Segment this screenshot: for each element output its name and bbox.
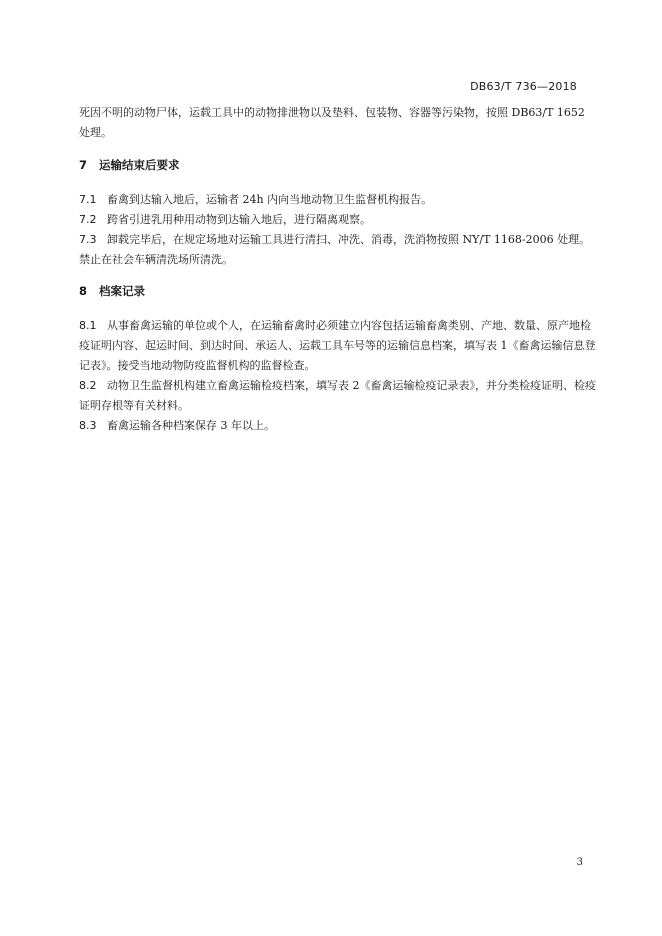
clause-8-3 [79, 416, 599, 436]
clause-number: 7.1 [79, 193, 97, 206]
clause-number: 8.3 [79, 419, 97, 432]
clause-text: 畜禽到达输入地后，运输者 24h 内向当地动物卫生监督机构报告。 [107, 193, 433, 206]
clause-text: 畜禽运输各种档案保存 3 年以上。 [107, 419, 275, 432]
section-7-heading [79, 157, 180, 173]
section-title: 档案记录 [99, 284, 145, 298]
clause-7-1 [79, 190, 599, 210]
clause-number: 8.2 [79, 379, 97, 392]
clause-text: 从事畜禽运输的单位或个人，在运输畜禽时必须建立内容包括运输畜禽类别、产地、数量、原产地检疫证明内容、起运时间、到达时间、承运人、运载工具车号等的运输信息档案，填写表 1《畜禽运输信息登记表》。接受当地动物防疫监督机构的监督检查。 [79, 319, 596, 372]
clause-text: 卸载完毕后，在规定场地对运输工具进行清扫、冲洗、消毒，洗消物按照 NY/T 1168-2006 处理。禁止在社会车辆清洗场所清洗。 [79, 233, 591, 266]
clause-text: 动物卫生监督机构建立畜禽运输检疫档案，填写表 2《畜禽运输检疫记录表》，并分类检疫证明、检疫证明存根等有关材料。 [79, 379, 596, 412]
document-id-header: DB63/T 736—2018 [470, 80, 577, 93]
clause-8-2 [79, 376, 599, 416]
page-number: 3 [576, 857, 583, 868]
section-title: 运输结束后要求 [99, 158, 180, 172]
clause-number: 7.2 [79, 213, 97, 226]
section-8-body [79, 316, 599, 436]
clause-number: 8.1 [79, 319, 97, 332]
clause-number: 7.3 [79, 233, 97, 246]
section-8-heading [79, 283, 145, 299]
continuation-text: 死因不明的动物尸体，运载工具中的动物排泄物以及垫料、包装物、容器等污染物，按照 DB63/T 1652 处理。 [79, 106, 585, 139]
clause-7-2 [79, 210, 599, 230]
section-number: 7 [79, 158, 88, 172]
clause-7-3 [79, 230, 599, 270]
clause-8-1 [79, 316, 599, 376]
section-7-body [79, 190, 599, 270]
section-number: 8 [79, 284, 88, 298]
clause-text: 跨省引进乳用种用动物到达输入地后，进行隔离观察。 [107, 213, 371, 226]
continuation-paragraph [79, 103, 599, 143]
